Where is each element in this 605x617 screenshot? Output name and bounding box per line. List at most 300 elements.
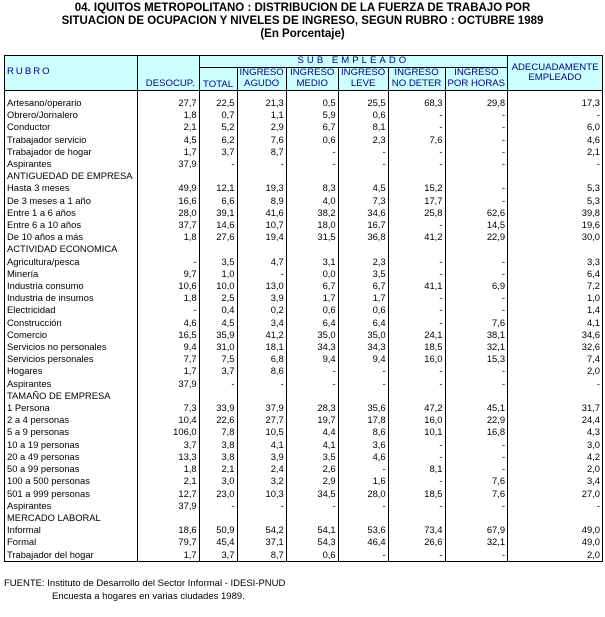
- value-cell: -: [338, 378, 388, 390]
- value-cell: 22,9: [445, 231, 508, 243]
- value-cell: -: [137, 304, 199, 316]
- value-cell: 39,1: [199, 207, 237, 219]
- value-cell: 45,1: [445, 402, 508, 414]
- value-cell: 18,0: [286, 219, 338, 231]
- table-row: [5, 268, 603, 280]
- row-label: Electricidad: [5, 304, 138, 316]
- table-row: [5, 317, 603, 329]
- table-row: [5, 304, 603, 316]
- table-row: [5, 341, 603, 353]
- value-cell: 1,0: [508, 292, 603, 304]
- row-label: Trabajador del hogar: [5, 549, 138, 562]
- value-cell: 8,1: [388, 463, 445, 475]
- value-cell: 4,2: [508, 451, 603, 463]
- value-cell: 3,5: [199, 256, 237, 268]
- value-cell: 1,6: [338, 475, 388, 487]
- table-row: [5, 524, 603, 536]
- value-cell: 49,0: [508, 536, 603, 548]
- value-cell: 1,0: [199, 268, 237, 280]
- value-cell: 45,4: [199, 536, 237, 548]
- value-cell: -: [199, 378, 237, 390]
- value-cell: 24,4: [508, 414, 603, 426]
- value-cell: -: [388, 451, 445, 463]
- value-cell: 4,7: [237, 256, 286, 268]
- value-cell: 35,9: [199, 329, 237, 341]
- value-cell: -: [445, 268, 508, 280]
- value-cell: -: [286, 365, 338, 377]
- value-cell: 22,5: [199, 97, 237, 109]
- table-row: [5, 426, 603, 438]
- value-cell: -: [237, 158, 286, 170]
- value-cell: -: [388, 256, 445, 268]
- value-cell: 106,0: [137, 426, 199, 438]
- value-cell: -: [445, 195, 508, 207]
- header-por-horas-line1: INGRESO: [445, 68, 508, 80]
- value-cell: -: [445, 121, 508, 133]
- value-cell: 1,7: [338, 292, 388, 304]
- row-label: De 10 años a más: [5, 231, 138, 243]
- value-cell: 5,2: [199, 121, 237, 133]
- value-cell: 4,6: [508, 134, 603, 146]
- value-cell: 18,6: [137, 524, 199, 536]
- value-cell: -: [508, 378, 603, 390]
- value-cell: 8,6: [338, 426, 388, 438]
- value-cell: 2,4: [237, 463, 286, 475]
- value-cell: 53,6: [338, 524, 388, 536]
- row-label: Industria de insumos: [5, 292, 138, 304]
- value-cell: 7,8: [199, 426, 237, 438]
- table-row: [5, 365, 603, 377]
- value-cell: 0,5: [286, 97, 338, 109]
- value-cell: -: [388, 268, 445, 280]
- value-cell: 0,2: [237, 304, 286, 316]
- header-agudo-line2: AGUDO: [237, 79, 286, 91]
- value-cell: 2,1: [508, 146, 603, 158]
- table-row: [5, 182, 603, 194]
- row-label: 20 a 49 personas: [5, 451, 138, 463]
- header-no-deter-line2: NO DETER: [388, 79, 445, 91]
- table-row: [5, 378, 603, 390]
- value-cell: 7,2: [508, 280, 603, 292]
- value-cell: 6,6: [199, 195, 237, 207]
- value-cell: 25,5: [338, 97, 388, 109]
- value-cell: 27,6: [199, 231, 237, 243]
- row-label: Entre 6 a 10 años: [5, 219, 138, 231]
- table-row: [5, 256, 603, 268]
- value-cell: -: [388, 219, 445, 231]
- value-cell: 37,7: [137, 219, 199, 231]
- header-adecuadamente-empleado: [508, 56, 603, 91]
- value-cell: -: [445, 134, 508, 146]
- value-cell: 1,7: [137, 365, 199, 377]
- value-cell: 2,0: [508, 463, 603, 475]
- table-row: [5, 402, 603, 414]
- value-cell: 1,8: [137, 292, 199, 304]
- table-row: [5, 121, 603, 133]
- value-cell: 4,4: [286, 426, 338, 438]
- value-cell: 3,6: [338, 439, 388, 451]
- value-cell: 2,3: [338, 134, 388, 146]
- value-cell: 8,6: [237, 365, 286, 377]
- value-cell: 17,7: [388, 195, 445, 207]
- table-row: [5, 158, 603, 170]
- value-cell: 79,7: [137, 536, 199, 548]
- header-medio-line1: INGRESO: [286, 68, 338, 80]
- value-cell: 2,6: [286, 463, 338, 475]
- value-cell: 36,8: [338, 231, 388, 243]
- table-row: [5, 207, 603, 219]
- value-cell: 37,9: [137, 158, 199, 170]
- value-cell: 39,8: [508, 207, 603, 219]
- value-cell: 16,8: [445, 426, 508, 438]
- value-cell: -: [445, 451, 508, 463]
- value-cell: -: [445, 256, 508, 268]
- footer-survey-note: Encuesta a hogares en varias ciudades 1989.: [52, 591, 245, 602]
- value-cell: -: [388, 109, 445, 121]
- table-row: [5, 292, 603, 304]
- value-cell: -: [508, 158, 603, 170]
- value-cell: 2,9: [237, 121, 286, 133]
- table-row: [5, 536, 603, 548]
- row-label: Artesano/operario: [5, 97, 138, 109]
- value-cell: 17,3: [508, 97, 603, 109]
- value-cell: 9,4: [338, 353, 388, 365]
- value-cell: -: [199, 500, 237, 512]
- header-adecuadamente-line1: ADECUADAMENTE: [511, 61, 599, 73]
- value-cell: 3,1: [286, 256, 338, 268]
- value-cell: 47,2: [388, 402, 445, 414]
- value-cell: -: [199, 158, 237, 170]
- table-row: [5, 329, 603, 341]
- table-body: [5, 91, 603, 562]
- value-cell: -: [508, 500, 603, 512]
- value-cell: 29,8: [445, 97, 508, 109]
- value-cell: 41,6: [237, 207, 286, 219]
- value-cell: 2,0: [508, 549, 603, 562]
- table-header: [5, 56, 603, 91]
- value-cell: 6,7: [286, 280, 338, 292]
- value-cell: 28,0: [137, 207, 199, 219]
- value-cell: 3,0: [199, 475, 237, 487]
- header-leve-line1: INGRESO: [338, 68, 388, 80]
- value-cell: 4,1: [508, 317, 603, 329]
- value-cell: 16,0: [388, 353, 445, 365]
- section-header-row: [5, 243, 603, 255]
- value-cell: -: [445, 182, 508, 194]
- value-cell: 4,6: [137, 317, 199, 329]
- row-label: Industria consumo: [5, 280, 138, 292]
- value-cell: 3,9: [237, 451, 286, 463]
- value-cell: 35,0: [286, 329, 338, 341]
- table-title-line-2: SITUACION DE OCUPACION Y NIVELES DE INGRESO, SEGUN RUBRO : OCTUBRE 1989: [61, 15, 544, 27]
- value-cell: 3,8: [199, 439, 237, 451]
- value-cell: 10,3: [237, 488, 286, 500]
- value-cell: 5,3: [508, 195, 603, 207]
- value-cell: -: [445, 549, 508, 562]
- value-cell: 50,9: [199, 524, 237, 536]
- row-label: Aspirantes: [5, 378, 138, 390]
- value-cell: 32,1: [445, 341, 508, 353]
- value-cell: -: [338, 146, 388, 158]
- value-cell: -: [286, 158, 338, 170]
- value-cell: 3,2: [237, 475, 286, 487]
- row-label: Minería: [5, 268, 138, 280]
- value-cell: 2,3: [338, 256, 388, 268]
- value-cell: -: [445, 500, 508, 512]
- value-cell: 33,9: [199, 402, 237, 414]
- value-cell: 6,2: [199, 134, 237, 146]
- value-cell: 3,5: [338, 268, 388, 280]
- value-cell: 37,1: [237, 536, 286, 548]
- value-cell: 3,4: [508, 475, 603, 487]
- value-cell: 18,5: [388, 341, 445, 353]
- value-cell: 0,6: [338, 304, 388, 316]
- value-cell: 8,7: [237, 146, 286, 158]
- footer-source: FUENTE: Instituto de Desarrollo del Sector Informal - IDESI-PNUD: [4, 578, 286, 589]
- value-cell: 0,6: [286, 134, 338, 146]
- table-row: [5, 109, 603, 121]
- value-cell: 6,4: [338, 317, 388, 329]
- value-cell: -: [338, 365, 388, 377]
- value-cell: 30,0: [508, 231, 603, 243]
- row-label: Obrero/Jornalero: [5, 109, 138, 121]
- value-cell: 8,9: [237, 195, 286, 207]
- row-label: De 3 meses a 1 año: [5, 195, 138, 207]
- value-cell: -: [388, 292, 445, 304]
- value-cell: 34,6: [508, 329, 603, 341]
- value-cell: 8,7: [237, 549, 286, 562]
- value-cell: 2,1: [137, 475, 199, 487]
- value-cell: 28,3: [286, 402, 338, 414]
- value-cell: 16,0: [388, 414, 445, 426]
- value-cell: 27,7: [237, 414, 286, 426]
- row-label: 1 Persona: [5, 402, 138, 414]
- section-header-row: [5, 390, 603, 402]
- value-cell: 9,4: [286, 353, 338, 365]
- header-leve-line2: LEVE: [338, 79, 388, 91]
- value-cell: 13,0: [237, 280, 286, 292]
- value-cell: 7,5: [199, 353, 237, 365]
- value-cell: 37,9: [137, 500, 199, 512]
- value-cell: -: [445, 365, 508, 377]
- value-cell: 19,3: [237, 182, 286, 194]
- value-cell: -: [445, 439, 508, 451]
- value-cell: 5,9: [286, 109, 338, 121]
- value-cell: 7,6: [445, 488, 508, 500]
- value-cell: -: [286, 378, 338, 390]
- value-cell: -: [388, 304, 445, 316]
- value-cell: 62,6: [445, 207, 508, 219]
- value-cell: 4,1: [286, 439, 338, 451]
- value-cell: -: [338, 158, 388, 170]
- value-cell: 3,3: [508, 256, 603, 268]
- value-cell: 10,5: [237, 426, 286, 438]
- value-cell: 1,8: [137, 463, 199, 475]
- value-cell: 2,1: [137, 121, 199, 133]
- section-title: ANTIGUEDAD DE EMPRESA: [5, 170, 138, 182]
- value-cell: -: [445, 109, 508, 121]
- row-label: Trabajador de hogar: [5, 146, 138, 158]
- value-cell: 8,1: [338, 121, 388, 133]
- table-row: [5, 219, 603, 231]
- row-label: Aspirantes: [5, 158, 138, 170]
- table-row: [5, 97, 603, 109]
- value-cell: 73,4: [388, 524, 445, 536]
- value-cell: 1,7: [137, 146, 199, 158]
- value-cell: 6,4: [508, 268, 603, 280]
- value-cell: 4,3: [508, 426, 603, 438]
- value-cell: 6,8: [237, 353, 286, 365]
- value-cell: 31,0: [199, 341, 237, 353]
- value-cell: 10,1: [388, 426, 445, 438]
- value-cell: 31,7: [508, 402, 603, 414]
- value-cell: 35,0: [338, 329, 388, 341]
- header-sub-empleado: SUB EMPLEADO: [199, 56, 507, 68]
- row-label: 2 a 4 personas: [5, 414, 138, 426]
- value-cell: 7,3: [137, 402, 199, 414]
- header-agudo-line1: INGRESO: [237, 68, 286, 80]
- row-label: 50 a 99 personas: [5, 463, 138, 475]
- value-cell: 0,7: [199, 109, 237, 121]
- value-cell: 1,4: [508, 304, 603, 316]
- value-cell: 7,6: [445, 317, 508, 329]
- value-cell: 32,6: [508, 341, 603, 353]
- value-cell: -: [388, 121, 445, 133]
- value-cell: -: [237, 268, 286, 280]
- value-cell: 19,4: [237, 231, 286, 243]
- value-cell: 28,0: [338, 488, 388, 500]
- value-cell: 3,7: [137, 439, 199, 451]
- value-cell: -: [508, 109, 603, 121]
- section-title: MERCADO LABORAL: [5, 512, 138, 524]
- value-cell: 0,6: [286, 549, 338, 562]
- value-cell: 34,3: [286, 341, 338, 353]
- value-cell: 41,2: [388, 231, 445, 243]
- table-row: [5, 195, 603, 207]
- header-no-deter-line1: INGRESO: [388, 68, 445, 80]
- value-cell: 67,9: [445, 524, 508, 536]
- value-cell: 32,1: [445, 536, 508, 548]
- value-cell: 49,0: [508, 524, 603, 536]
- value-cell: 37,9: [137, 378, 199, 390]
- value-cell: 9,7: [137, 268, 199, 280]
- value-cell: -: [445, 158, 508, 170]
- value-cell: -: [388, 549, 445, 562]
- value-cell: 7,7: [137, 353, 199, 365]
- value-cell: 34,3: [338, 341, 388, 353]
- value-cell: 14,5: [445, 219, 508, 231]
- row-label: Trabajador servicio: [5, 134, 138, 146]
- value-cell: -: [338, 549, 388, 562]
- value-cell: -: [388, 158, 445, 170]
- value-cell: 16,5: [137, 329, 199, 341]
- section-header-row: [5, 512, 603, 524]
- header-rubro: RUBRO: [5, 56, 138, 91]
- value-cell: 31,5: [286, 231, 338, 243]
- value-cell: -: [388, 317, 445, 329]
- value-cell: -: [286, 146, 338, 158]
- value-cell: 3,8: [199, 451, 237, 463]
- value-cell: -: [237, 500, 286, 512]
- table-title-line-1: 04. IQUITOS METROPOLITANO : DISTRIBUCION DE LA FUERZA DE TRABAJO POR: [74, 2, 531, 14]
- value-cell: 6,7: [338, 280, 388, 292]
- value-cell: 3,7: [199, 549, 237, 562]
- value-cell: 37,9: [237, 402, 286, 414]
- table-row: [5, 549, 603, 562]
- value-cell: -: [388, 500, 445, 512]
- table-row: [5, 353, 603, 365]
- value-cell: 26,6: [388, 536, 445, 548]
- value-cell: 15,3: [445, 353, 508, 365]
- value-cell: 4,5: [137, 134, 199, 146]
- data-table: [4, 55, 603, 562]
- value-cell: -: [338, 500, 388, 512]
- value-cell: -: [445, 304, 508, 316]
- value-cell: 15,2: [388, 182, 445, 194]
- value-cell: -: [388, 439, 445, 451]
- value-cell: 68,3: [388, 97, 445, 109]
- value-cell: 22,6: [199, 414, 237, 426]
- value-cell: 0,6: [338, 109, 388, 121]
- value-cell: 6,4: [286, 317, 338, 329]
- value-cell: 34,6: [338, 207, 388, 219]
- value-cell: 9,4: [137, 341, 199, 353]
- value-cell: 27,0: [508, 488, 603, 500]
- row-label: 100 a 500 personas: [5, 475, 138, 487]
- value-cell: 0,6: [286, 304, 338, 316]
- table-row: [5, 488, 603, 500]
- row-label: Aspirantes: [5, 500, 138, 512]
- row-label: Servicios personales: [5, 353, 138, 365]
- value-cell: 10,6: [137, 280, 199, 292]
- value-cell: 1,7: [137, 549, 199, 562]
- table-row: [5, 414, 603, 426]
- value-cell: 10,0: [199, 280, 237, 292]
- value-cell: -: [388, 146, 445, 158]
- value-cell: 49,9: [137, 182, 199, 194]
- value-cell: 6,9: [445, 280, 508, 292]
- value-cell: -: [237, 378, 286, 390]
- value-cell: 16,6: [137, 195, 199, 207]
- value-cell: 7,4: [508, 353, 603, 365]
- value-cell: -: [445, 378, 508, 390]
- row-label: Construcción: [5, 317, 138, 329]
- value-cell: 7,6: [445, 475, 508, 487]
- value-cell: 4,1: [237, 439, 286, 451]
- value-cell: 54,1: [286, 524, 338, 536]
- value-cell: 34,5: [286, 488, 338, 500]
- value-cell: 41,2: [237, 329, 286, 341]
- row-label: 5 a 9 personas: [5, 426, 138, 438]
- row-label: Agricultura/pesca: [5, 256, 138, 268]
- value-cell: 3,9: [237, 292, 286, 304]
- table-row: [5, 500, 603, 512]
- value-cell: 46,4: [338, 536, 388, 548]
- value-cell: 16,7: [338, 219, 388, 231]
- header-total: TOTAL: [199, 68, 237, 91]
- row-label: Conductor: [5, 121, 138, 133]
- table-row: [5, 146, 603, 158]
- value-cell: -: [388, 475, 445, 487]
- value-cell: -: [388, 378, 445, 390]
- value-cell: 3,4: [237, 317, 286, 329]
- value-cell: -: [388, 365, 445, 377]
- value-cell: 25,8: [388, 207, 445, 219]
- value-cell: 3,7: [199, 365, 237, 377]
- row-label: 10 a 19 personas: [5, 439, 138, 451]
- row-label: Informal: [5, 524, 138, 536]
- table-subtitle: (En Porcentaje): [260, 28, 345, 40]
